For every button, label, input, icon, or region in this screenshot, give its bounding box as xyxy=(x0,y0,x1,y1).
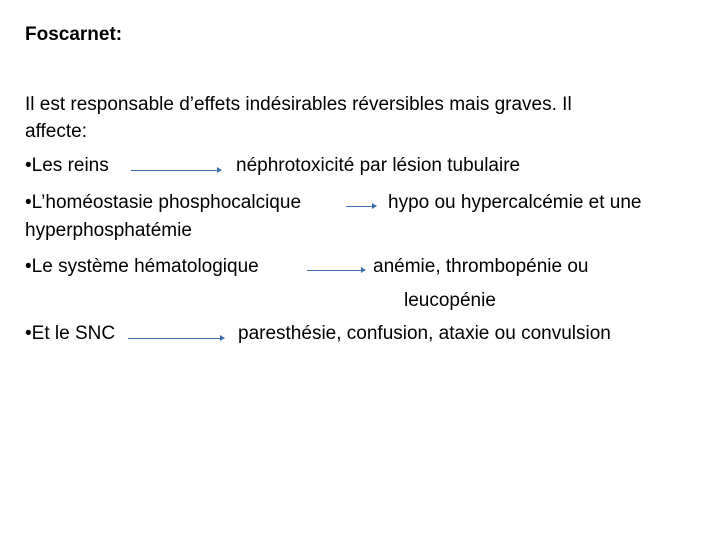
item-effect-homeostasie-cont: hyperphosphatémie xyxy=(25,220,192,241)
arrow-icon xyxy=(131,170,219,171)
item-effect-reins: néphrotoxicité par lésion tubulaire xyxy=(236,155,521,176)
intro-line-2: affecte: xyxy=(25,121,87,142)
item-label-homeostasie: •L’homéostasie phosphocalcique xyxy=(25,192,302,213)
arrow-icon xyxy=(128,338,222,339)
slide-title: Foscarnet: xyxy=(25,24,123,45)
item-effect-snc: paresthésie, confusion, ataxie ou convulsion xyxy=(238,323,611,344)
item-label-hematologique: •Le système hématologique xyxy=(25,256,259,277)
item-effect-hematologique-cont: leucopénie xyxy=(404,290,496,311)
item-effect-hematologique: anémie, thrombopénie ou xyxy=(373,256,589,277)
item-label-reins: •Les reins xyxy=(25,155,109,176)
item-effect-homeostasie: hypo ou hypercalcémie et une xyxy=(388,192,642,213)
intro-line-1: Il est responsable d’effets indésirables réversibles mais graves. Il xyxy=(25,94,572,115)
arrow-icon xyxy=(307,270,363,271)
item-label-snc: •Et le SNC xyxy=(25,323,116,344)
arrow-icon xyxy=(346,206,374,207)
